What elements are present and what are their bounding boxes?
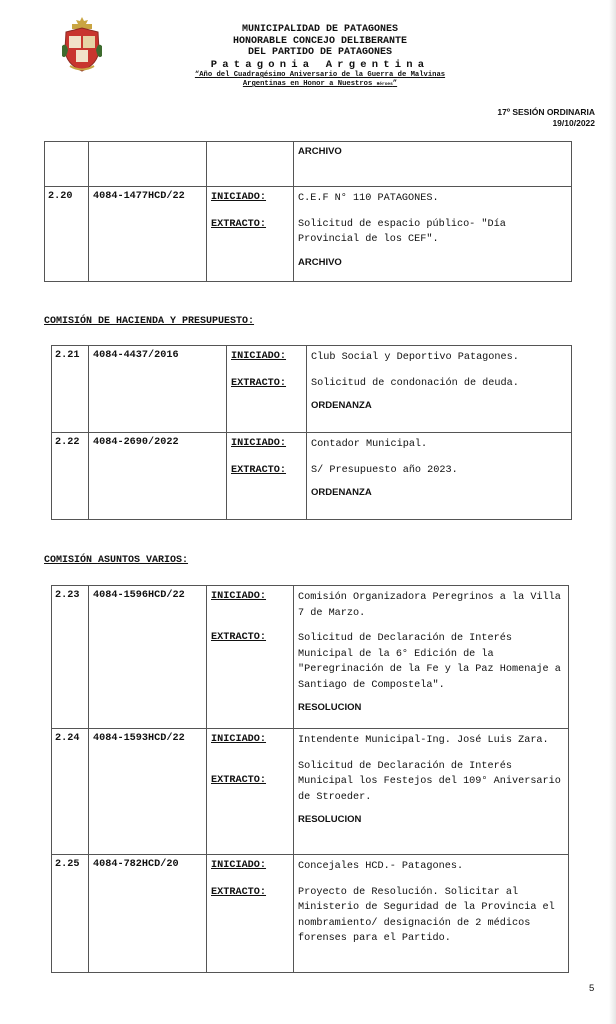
item-number: 2.22 [52,433,89,520]
extracto-text: Proyecto de Resolución. Solicitar al Ministerio de Seguridad de la Provincia el nombramiento/ designación de 2 médicos forenses para el Partido. [298,886,555,944]
section-title-varios: COMISIÓN ASUNTOS VARIOS: [44,555,189,566]
decision-label: RESOLUCION [298,814,362,825]
iniciado-text: C.E.F N° 110 PATAGONES. [298,193,439,204]
iniciado-text: Concejales HCD.- Patagones. [298,861,464,872]
items-table-3 [51,585,569,973]
extracto-label: EXTRACTO: [231,378,287,389]
extracto-text: Solicitud de Declaración de Interés Municipal los Festejos del 109° Aniversario de Stroeder. [298,760,561,803]
session-title: 17º SESIÓN ORDINARIA [497,107,595,117]
table-row [45,187,572,282]
extracto-label: EXTRACTO: [211,219,267,230]
table-row [45,142,572,187]
section-title-hacienda: COMISIÓN DE HACIENDA Y PRESUPUESTO: [44,316,255,327]
session-date: 19/10/2022 [552,118,595,128]
extracto-text: S/ Presupuesto año 2023. [311,464,458,476]
extracto-label: EXTRACTO: [211,632,267,643]
table-row [52,855,569,973]
iniciado-label: INICIADO: [211,734,267,745]
iniciado-label: INICIADO: [211,591,267,602]
table-row [52,346,572,433]
item-number: 2.23 [52,586,89,729]
header-motto-1: “Año del Cuadragésimo Aniversario de la Guerra de Malvinas [194,71,446,79]
expediente-number: 4084-1477HCD/22 [89,187,207,282]
decision-label: ORDENANZA [311,487,372,498]
extracto-label: EXTRACTO: [231,465,287,476]
iniciado-label: INICIADO: [231,438,287,449]
header-patagonia: Patagonia Argentina [210,58,430,71]
iniciado-text: Comisión Organizadora Peregrinos a la Villa 7 de Marzo. [298,592,561,619]
decision-label: ARCHIVO [298,146,342,157]
decision-label: RESOLUCION [298,702,362,713]
extracto-text: Solicitud de espacio público- "Día Provincial de los CEF". [298,218,506,245]
page-number: 5 [589,983,595,994]
decision-label: ARCHIVO [298,256,342,268]
expediente-number: 4084-782HCD/20 [89,855,207,973]
iniciado-text: Intendente Municipal-Ing. José Luis Zara. [298,735,549,746]
items-table-2 [51,345,572,520]
extracto-label: EXTRACTO: [211,887,267,898]
item-number: 2.21 [52,346,89,433]
extracto-label: EXTRACTO: [211,775,267,786]
page-edge-shadow [609,0,616,1024]
table-row [52,729,569,855]
coat-of-arms-icon [62,16,102,74]
iniciado-label: INICIADO: [211,860,267,871]
extracto-text: Solicitud de condonación de deuda. [311,377,519,389]
header-line-1: MUNICIPALIDAD DE PATAGONES [241,24,399,35]
iniciado-label: INICIADO: [231,351,287,362]
expediente-number: 4084-2690/2022 [89,433,227,520]
items-table-1 [44,141,572,282]
item-number: 2.20 [45,187,89,282]
iniciado-text: Club Social y Deportivo Patagones. [311,352,519,363]
header-line-3: DEL PARTIDO DE PATAGONES [247,47,393,58]
header-motto-2: Argentinas en Honor a Nuestros Héroes” [242,80,398,88]
item-number: 2.25 [52,855,89,973]
expediente-number: 4084-1596HCD/22 [89,586,207,729]
expediente-number: 4084-4437/2016 [89,346,227,433]
session-info [497,107,595,129]
document-header [110,24,530,89]
item-number: 2.24 [52,729,89,855]
table-row [52,586,569,729]
iniciado-text: Contador Municipal. [311,439,428,450]
iniciado-label: INICIADO: [211,192,267,203]
extracto-text: Solicitud de Declaración de Interés Municipal de la 6° Edición de la "Peregrinación de la Fe y la Paz Homenaje a Santiago de Compostela". [298,633,561,691]
header-line-2: HONORABLE CONCEJO DELIBERANTE [232,35,408,47]
table-row [52,433,572,520]
decision-label: ORDENANZA [311,400,372,411]
expediente-number: 4084-1593HCD/22 [89,729,207,855]
